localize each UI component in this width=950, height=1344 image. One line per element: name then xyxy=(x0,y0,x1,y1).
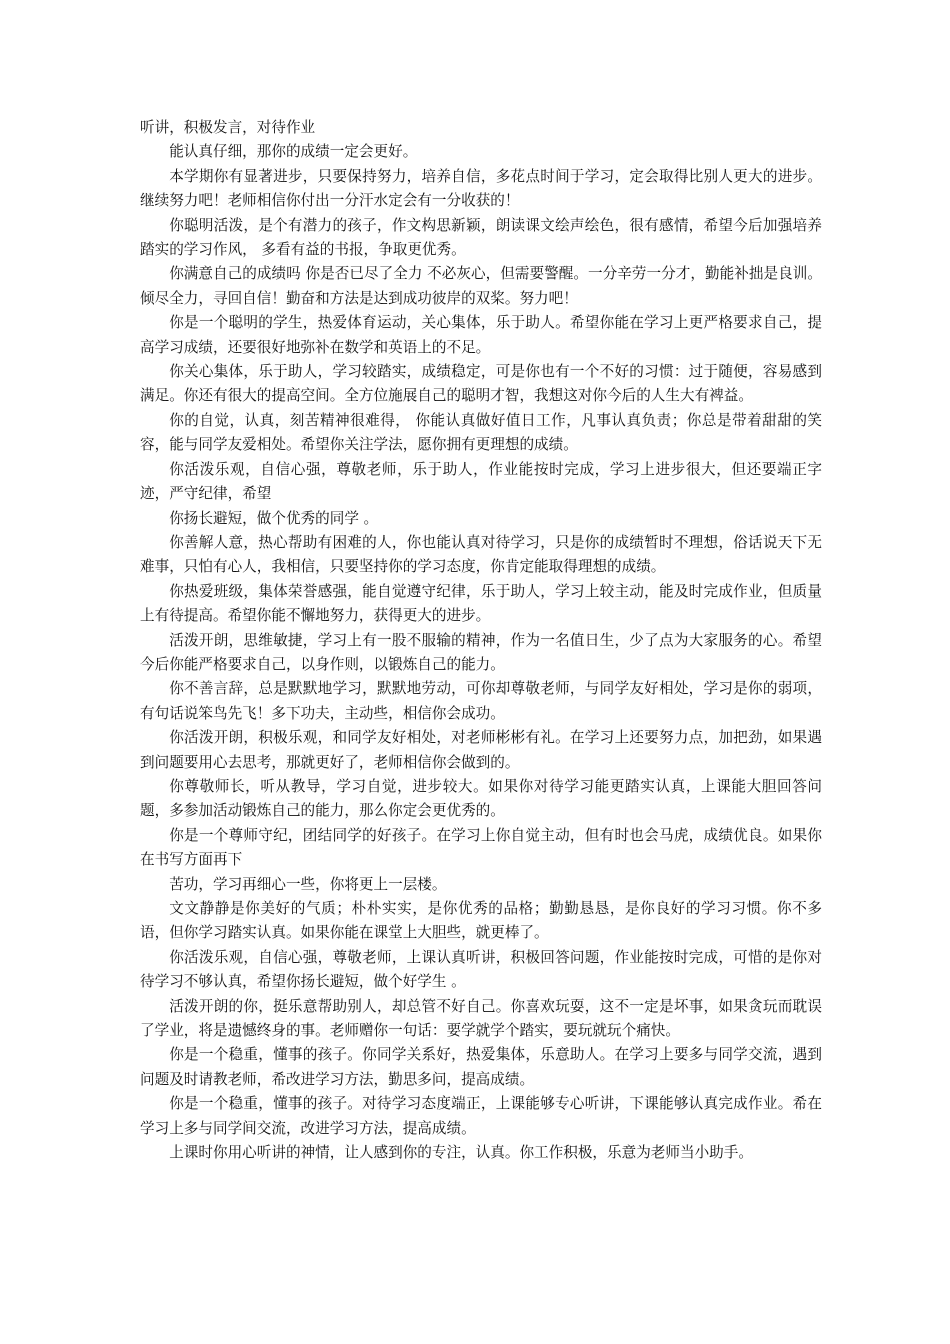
paragraph-11: 你善解人意，热心帮助有困难的人，你也能认真对待学习，只是你的成绩暂时不理想，俗话说天下无难事，只怕有心人，我相信，只要坚持你的学习态度，你肯定能取得理想的成绩。 xyxy=(140,533,822,576)
paragraph-9: 你活泼乐观，自信心强，尊敬老师，乐于助人，作业能按时完成，学习上进步很大，但还要端正字迹，严守纪律，希望 xyxy=(140,460,822,503)
paragraph-18: 苦功，学习再细心一些，你将更上一层楼。 xyxy=(169,875,447,893)
paragraph-3: 本学期你有显著进步，只要保持努力，培养自信，多花点时间于学习，定会取得比别人更大的进步。继续努力吧！老师相信你付出一分汗水定会有一分收获的！ xyxy=(140,167,822,210)
paragraph-4: 你聪明活泼，是个有潜力的孩子，作文构思新颖，朗读课文绘声绘色，很有感情，希望今后加强培养踏实的学习作风， 多看有益的书报，争取更优秀。 xyxy=(140,216,822,259)
document-body xyxy=(140,116,822,1165)
paragraph-10: 你扬长避短，做个优秀的同学 。 xyxy=(169,509,379,527)
paragraph-12: 你热爱班级，集体荣誉感强，能自觉遵守纪律，乐于助人，学习上较主动，能及时完成作业，但质量上有待提高。希望你能不懈地努力，获得更大的进步。 xyxy=(140,582,822,625)
paragraph-19: 文文静静是你美好的气质；朴朴实实，是你优秀的品格；勤勤恳恳，是你良好的学习习惯。你不多语，但你学习踏实认真。如果你能在课堂上大胆些，就更棒了。 xyxy=(140,900,822,942)
paragraph-17: 你是一个尊师守纪，团结同学的好孩子。在学习上你自觉主动，但有时也会马虎，成绩优良。如果你在书写方面再下 xyxy=(140,826,822,869)
paragraph-6: 你是一个聪明的学生，热爱体育运动，关心集体，乐于助人。希望你能在学习上更严格要求自己，提高学习成绩，还要很好地弥补在数学和英语上的不足。 xyxy=(140,314,822,356)
paragraph-22: 你是一个稳重，懂事的孩子。你同学关系好，热爱集体，乐意助人。在学习上要多与同学交流，遇到问题及时请教老师，希改进学习方法，勤思多问，提高成绩。 xyxy=(140,1046,822,1088)
paragraph-20: 你活泼乐观，自信心强，尊敬老师，上课认真听讲，积极回答问题，作业能按时完成，可惜的是你对待学习不够认真，希望你扬长避短，做个好学生 。 xyxy=(140,948,822,991)
paragraph-2: 能认真仔细，那你的成绩一定会更好。 xyxy=(169,143,418,161)
paragraph-14: 你不善言辞，总是默默地学习，默默地劳动，可你却尊敬老师，与同学友好相处，学习是你的弱项，有句话说笨鸟先飞！多下功夫，主动些，相信你会成功。 xyxy=(140,680,822,722)
paragraph-16: 你尊敬师长，听从教导，学习自觉，进步较大。如果你对待学习能更踏实认真，上课能大胆回答问题，多参加活动锻炼自己的能力，那么你定会更优秀的。 xyxy=(140,777,822,820)
paragraph-24: 上课时你用心听讲的神情，让人感到你的专注，认真。你工作积极，乐意为老师当小助手。 xyxy=(169,1144,753,1162)
paragraph-21: 活泼开朗的你，挺乐意帮助别人，却总管不好自己。你喜欢玩耍，这不一定是坏事，如果贪玩而耽误了学业，将是遗憾终身的事。老师赠你一句话：要学就学个踏实，要玩就玩个痛快。 xyxy=(140,997,822,1040)
paragraph-7: 你关心集体，乐于助人，学习较踏实，成绩稳定，可是你也有一个不好的习惯：过于随便，容易感到满足。你还有很大的提高空间。全方位施展自己的聪明才智，我想这对你今后的人生大有裨益。 xyxy=(140,363,822,405)
paragraph-23: 你是一个稳重，懂事的孩子。对待学习态度端正，上课能够专心听讲，下课能够认真完成作业。希在学习上多与同学间交流，改进学习方法，提高成绩。 xyxy=(140,1095,822,1137)
paragraph-1: 听讲，积极发言，对待作业 xyxy=(140,119,316,136)
paragraph-5: 你满意自己的成绩吗 你是否已尽了全力 不必灰心，但需要警醒。一分辛劳一分才，勤能补拙是良训。倾尽全力，寻回自信！勤奋和方法是达到成功彼岸的双桨。努力吧！ xyxy=(140,265,822,307)
paragraph-15: 你活泼开朗，积极乐观，和同学友好相处，对老师彬彬有礼。在学习上还要努力点，加把劲，如果遇到问题要用心去思考，那就更好了，老师相信你会做到的。 xyxy=(140,729,822,771)
paragraph-8: 你的自觉，认真，刻苦精神很难得， 你能认真做好值日工作，凡事认真负责；你总是带着甜甜的笑容，能与同学友爱相处。希望你关注学法，愿你拥有更理想的成绩。 xyxy=(140,411,822,454)
paragraph-13: 活泼开朗，思维敏捷，学习上有一股不服输的精神，作为一名值日生，少了点为大家服务的心。希望今后你能严格要求自己，以身作则，以锻炼自己的能力。 xyxy=(140,631,822,673)
